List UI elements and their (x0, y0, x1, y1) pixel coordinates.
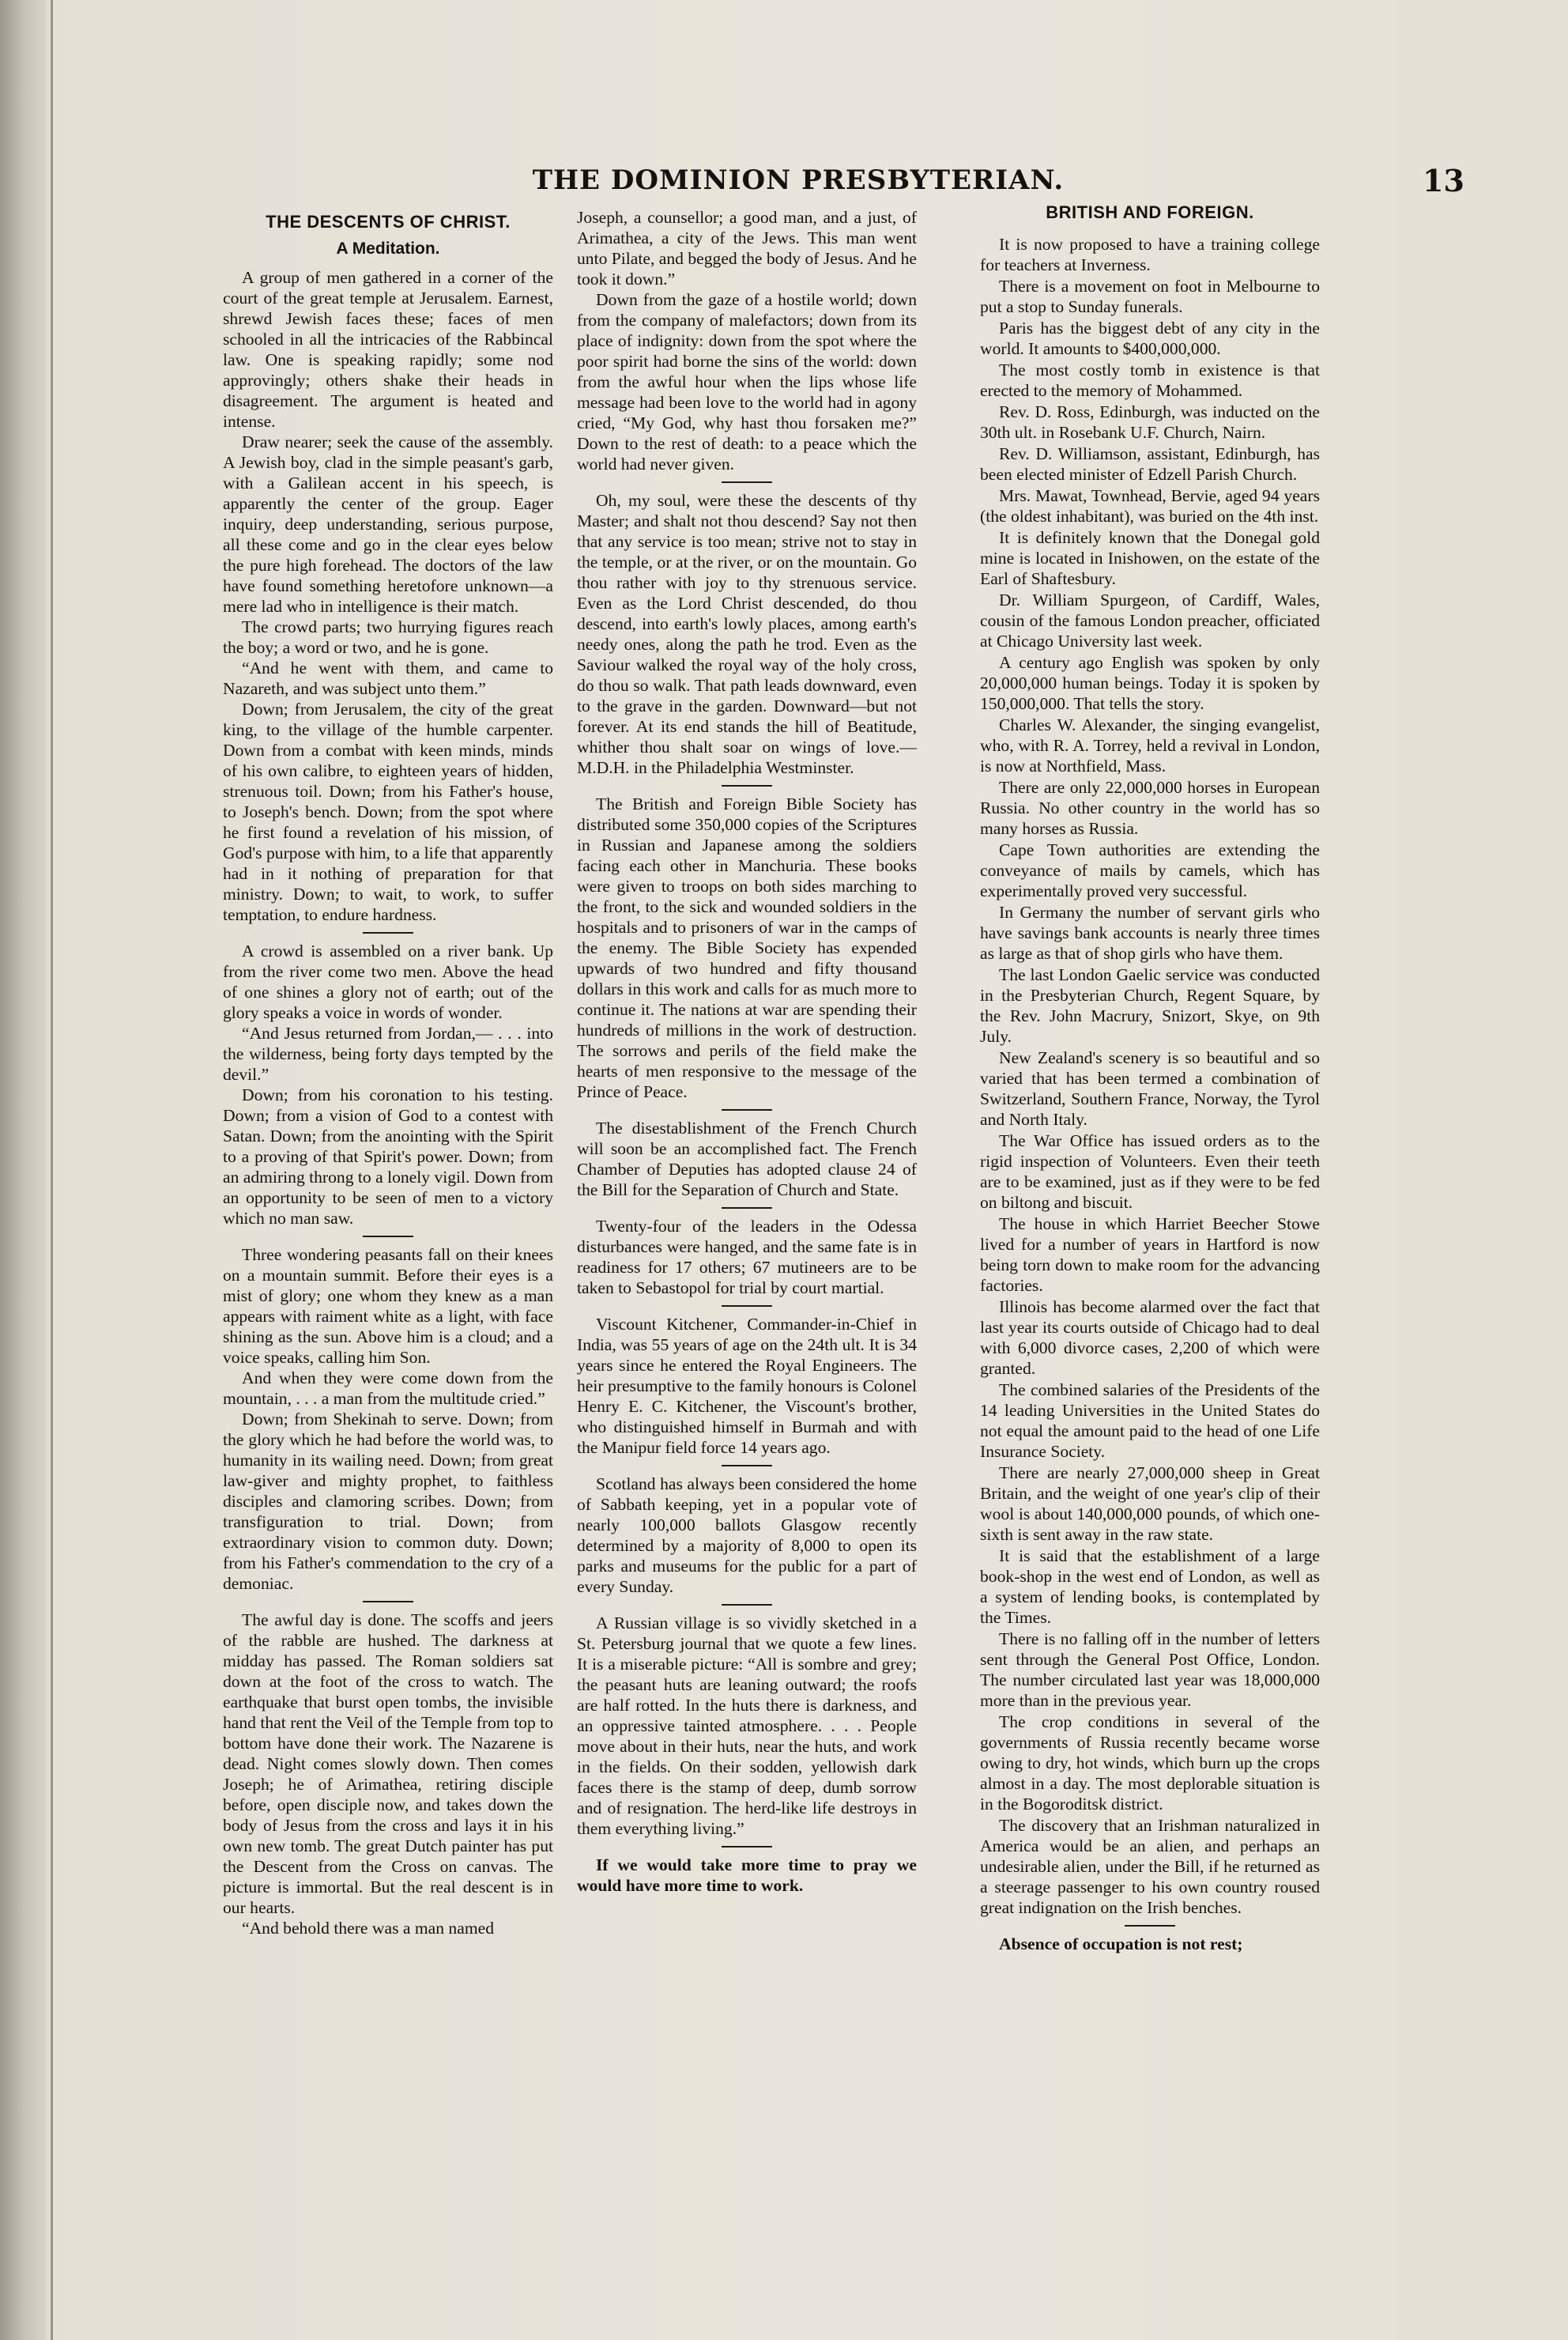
news-item: Rev. D. Williamson, assistant, Edinburgh, has been elected minister of Edzell Parish Church. (980, 444, 1320, 484)
news-item: New Zealand's scenery is so beautiful and so varied that has been termed a combination of Switzerland, Southern France, Norway, the Tyrol and North Italy. (980, 1048, 1320, 1129)
news-item: Cape Town authorities are extending the conveyance of mails by camels, which has experimentally proved very successful. (980, 840, 1320, 900)
article-subtitle: A Meditation. (336, 240, 440, 258)
closing-quote: If we would take more time to pray we would have more time to work. (577, 1855, 917, 1895)
news-item: The discovery that an Irishman naturalized in America would be an alien, and perhaps an undesirable alien, under the Bill, if he returned as a steerage passenger to his own country roused great indignation on the Irish benches. (980, 1816, 1320, 1917)
paragraph: Draw nearer; seek the cause of the assembly. A Jewish boy, clad in the simple peasant's garb, with a Galilean accent in his speech, is apparently the center of the group. Eager inquiry, deep understanding, serious purpose, all these come and go in the clear eyes below the pure high forehead. The doctors of the law have found something heretofore unknown—a mere lad who in intelligence is their match. (223, 432, 553, 616)
paragraph: And when they were come down from the mountain, . . . a man from the multitude cried.” (223, 1368, 553, 1408)
news-item: Dr. William Spurgeon, of Cardiff, Wales, cousin of the famous London preacher, officiated at Chicago University last week. (980, 591, 1320, 651)
paragraph: Three wondering peasants fall on their knees on a mountain summit. Before their eyes is a mist of glory; one whom they knew as a man appears with raiment white as a light, with face shining as the sun. Above him is a cloud; and a voice speaks, calling him Son. (223, 1245, 553, 1367)
section-divider (722, 785, 772, 787)
news-item: There are nearly 27,000,000 sheep in Great Britain, and the weight of one year's clip of their wool is about 140,000,000 pounds, of which one-sixth is sent away in the raw state. (980, 1463, 1320, 1544)
section-divider (722, 481, 772, 483)
column-3 (980, 202, 1320, 1954)
section-divider (1125, 1925, 1175, 1927)
paragraph: “And Jesus returned from Jordan,— . . . into the wilderness, being forty days tempted by the devil.” (223, 1024, 553, 1084)
column-2 (577, 207, 917, 1896)
news-item: Rev. D. Ross, Edinburgh, was inducted on the 30th ult. in Rosebank U.F. Church, Nairn. (980, 402, 1320, 442)
news-item: The last London Gaelic service was conducted in the Presbyterian Church, Regent Square, by the Rev. John Macrury, Snizort, Skye, on 9th July. (980, 965, 1320, 1046)
news-item: The crop conditions in several of the governments of Russia recently became worse owing to dry, hot winds, which burn up the crops almost in a day. The most deplorable situation is in the Bogoroditsk district. (980, 1712, 1320, 1814)
section-divider (722, 1207, 772, 1209)
news-item: Illinois has become alarmed over the fact that last year its courts outside of Chicago had to deal with 6,000 divorce cases, 2,200 of which were granted. (980, 1297, 1320, 1378)
news-item: In Germany the number of servant girls who have savings bank accounts is nearly three times as large as that of shop girls who have them. (980, 903, 1320, 963)
news-item: A Russian village is so vividly sketched in a St. Petersburg journal that we quote a few lines. It is a miserable picture: “All is sombre and grey; the peasant huts are leaning outward; the roofs are half rotted. In the huts there is darkness, and an oppressive tainted atmosphere. . . . People move about in their huts, near the huts, and work in the fields. On their sodden, yellowish dark faces there is the stamp of deep, dumb sorrow and of resignation. The herd-like life destroys in them everything living.” (577, 1613, 917, 1838)
closing-quote: Absence of occupation is not rest; (999, 1934, 1243, 1953)
paragraph: Down; from Shekinah to serve. Down; from the glory which he had before the world was, to humanity in its wailing need. Down; from great law-giver and mighty prophet, to faithless disciples and clamoring scribes. Down; from transfiguration to trial. Down; from extraordinary vision to common duty. Down; from his Father's commendation to the cry of a demoniac. (223, 1410, 553, 1593)
news-item: Paris has the biggest debt of any city in the world. It amounts to $400,000,000. (980, 319, 1320, 358)
news-list (980, 234, 1320, 1918)
news-item: There is no falling off in the number of letters sent through the General Post Office, London. The number circulated last year was 18,000,000 more than in the previous year. (980, 1629, 1320, 1710)
news-item: The house in which Harriet Beecher Stowe lived for a number of years in Hartford is now being torn down to make room for the advancing factories. (980, 1214, 1320, 1295)
section-divider (722, 1109, 772, 1111)
paragraph: Joseph, a counsellor; a good man, and a just, of Arimathea, a city of the Jews. This man went unto Pilate, and begged the body of Jesus. And he took it down.” (577, 208, 918, 289)
news-item: Scotland has always been considered the home of Sabbath keeping, yet in a popular vote of nearly 100,000 ballots Glasgow recently determined by a majority of 8,000 to open its parks and museums for the public for a part of every Sunday. (577, 1474, 917, 1596)
paragraph: Down; from his coronation to his testing. Down; from a vision of God to a contest with Satan. Down; from the anointing with the Spirit to a proving of that Spirit's power. Down; from an admiring throng to a lonely vigil. Down from an opportunity to be seen of men to a victory which no man saw. (223, 1085, 554, 1228)
news-item: It is definitely known that the Donegal gold mine is located in Inishowen, on the estate of the Earl of Shaftesbury. (980, 528, 1320, 588)
paragraph: The crowd parts; two hurrying figures reach the boy; a word or two, and he is gone. (223, 617, 553, 657)
news-item: Charles W. Alexander, the singing evangelist, who, with R. A. Torrey, held a revival in London, is now at Northfield, Mass. (980, 715, 1320, 776)
paragraph: A crowd is assembled on a river bank. Up from the river come two men. Above the head of one shines a glory not of earth; out of the glory speaks a voice in words of wonder. (223, 942, 553, 1022)
news-item: Twenty-four of the leaders in the Odessa disturbances were hanged, and the same fate is in readiness for 17 others; 67 mutineers are to be taken to Sebastopol for trial by court martial. (577, 1217, 917, 1297)
news-item: The British and Foreign Bible Society has distributed some 350,000 copies of the Scriptures in Russian and Japanese among the soldiers facing each other in Manchuria. These books were given to troops on both sides marching to the front, to the sick and wounded soldiers in the hospitals and to prisoners of war in the camps of the enemy. The Bible Society has expended upwards of two hundred and fifty thousand dollars in this work and calls for as much more to continue it. The nations at war are spending their hundreds of millions in the work of destruction. The sorrows and perils of the field make the hearts of men responsive to the message of the Prince of Peace. (577, 794, 917, 1101)
section-title: BRITISH AND FOREIGN. (1046, 202, 1254, 222)
column-1 (223, 212, 553, 1938)
news-item: There is a movement on foot in Melbourne to put a stop to Sunday funerals. (980, 277, 1320, 316)
news-item: The disestablishment of the French Church will soon be an accomplished fact. The French Chamber of Deputies has adopted clause 24 of the Bill for the Separation of Church and State. (577, 1119, 917, 1199)
news-item: A century ago English was spoken by only 20,000,000 human beings. Today it is spoken by 150,000,000. That tells the story. (980, 653, 1320, 713)
article-title: THE DESCENTS OF CHRIST. (266, 212, 511, 232)
paragraph: “And behold there was a man named (242, 1919, 494, 1938)
page-number: 13 (1423, 163, 1464, 198)
news-item: The combined salaries of the Presidents of the 14 leading Universities in the United States do not equal the amount paid to the head of one Life Insurance Society. (980, 1380, 1320, 1461)
binding-gutter (0, 0, 46, 2340)
news-item: Viscount Kitchener, Commander-in-Chief in India, was 55 years of age on the 24th ult. It is 34 years since he entered the Royal Engineers. The heir presumptive to the family honours is Colonel Henry E. C. Kitchener, the Viscount's brother, who distinguished himself in Burmah and with the Manipur field force 14 years ago. (577, 1315, 918, 1457)
news-item: It is now proposed to have a training college for teachers at Inverness. (980, 235, 1320, 274)
section-divider (363, 1601, 413, 1602)
paragraph: Oh, my soul, were these the descents of thy Master; and shalt not thou descend? Say not then that any service is too mean; strive not to stay in the temple, or at the river, or on the mountain. Go thou rather with joy to thy strenuous service. Even as the Lord Christ descended, do thou descend, into earth's lowly places, among earth's needy ones, along the path he trod. Even as the Saviour walked the royal way of the holy cross, do thou so walk. That path leads downward, even to the grave in the garden. Downward—but not forever. At its end stands the hill of Beatitude, whither thou shalt soar on wings of love.—M.D.H. in the Philadelphia Westminster. (577, 491, 917, 777)
section-divider (722, 1305, 772, 1307)
masthead: THE DOMINION PRESBYTERIAN. (532, 164, 1065, 196)
paragraph: A group of men gathered in a corner of the court of the great temple at Jerusalem. Earnest, shrewd Jewish faces these; faces of men schooled in all the intricacies of the Rabbincal law. One is speaking rapidly; some nod approvingly; others shake their heads in disagreement. The argument is heated and intense. (223, 268, 553, 431)
section-divider (722, 1846, 772, 1847)
news-item: Mrs. Mawat, Townhead, Bervie, aged 94 years (the oldest inhabitant), was buried on the 4th inst. (980, 486, 1320, 526)
paragraph: Down; from Jerusalem, the city of the great king, to the village of the humble carpenter. Down from a combat with keen minds, minds of his own calibre, to eighteen years of hidden, strenuous toil. Down; from his Father's house, to Joseph's bench. Down; from the spot where he first found a revelation of his mission, of God's purpose with him, to a life that apparently had in it nothing of preparation for that ministry. Down; to wait, to work, to suffer temptation, to endure hardness. (223, 700, 553, 924)
news-item: It is said that the establishment of a large book-shop in the west end of London, as well as a system of lending books, is contemplated by the Times. (980, 1546, 1320, 1627)
section-divider (722, 1465, 772, 1466)
section-divider (722, 1604, 772, 1606)
paragraph: The awful day is done. The scoffs and jeers of the rabble are hushed. The darkness at midday has passed. The Roman soldiers sat down at the foot of the cross to watch. The earthquake that burst open tombs, the invisible hand that rent the Veil of the Temple from top to bottom have done their work. The Nazarene is dead. Night comes slowly down. Then comes Joseph; he of Arimathea, retiring disciple before, open disciple now, and takes down the body of Jesus from the cross and lays it in his own new tomb. The great Dutch painter has put the Descent from the Cross on canvas. The picture is immortal. But the real descent is in our hearts. (223, 1610, 553, 1917)
section-divider (363, 1236, 413, 1237)
news-item: There are only 22,000,000 horses in European Russia. No other country in the world has so many horses as Russia. (980, 778, 1320, 838)
news-item: The most costly tomb in existence is that erected to the memory of Mohammed. (980, 360, 1320, 400)
binding-edge (51, 0, 53, 2340)
paragraph: Down from the gaze of a hostile world; down from the company of malefactors; down from its place of indignity: down from the spot where the poor spirit had borne the sins of the world: down from the awful hour when the lips whose life message had been love to the world had in agony cried, “My God, why hast thou forsaken me?” Down to the rest of death: to a peace which the world had never given. (577, 290, 917, 474)
news-item: The War Office has issued orders as to the rigid inspection of Volunteers. Even their teeth are to be examined, just as if they were to be fed on biltong and biscuit. (980, 1131, 1320, 1212)
paragraph: “And he went with them, and came to Nazareth, and was subject unto them.” (223, 659, 553, 698)
section-divider (363, 932, 413, 934)
